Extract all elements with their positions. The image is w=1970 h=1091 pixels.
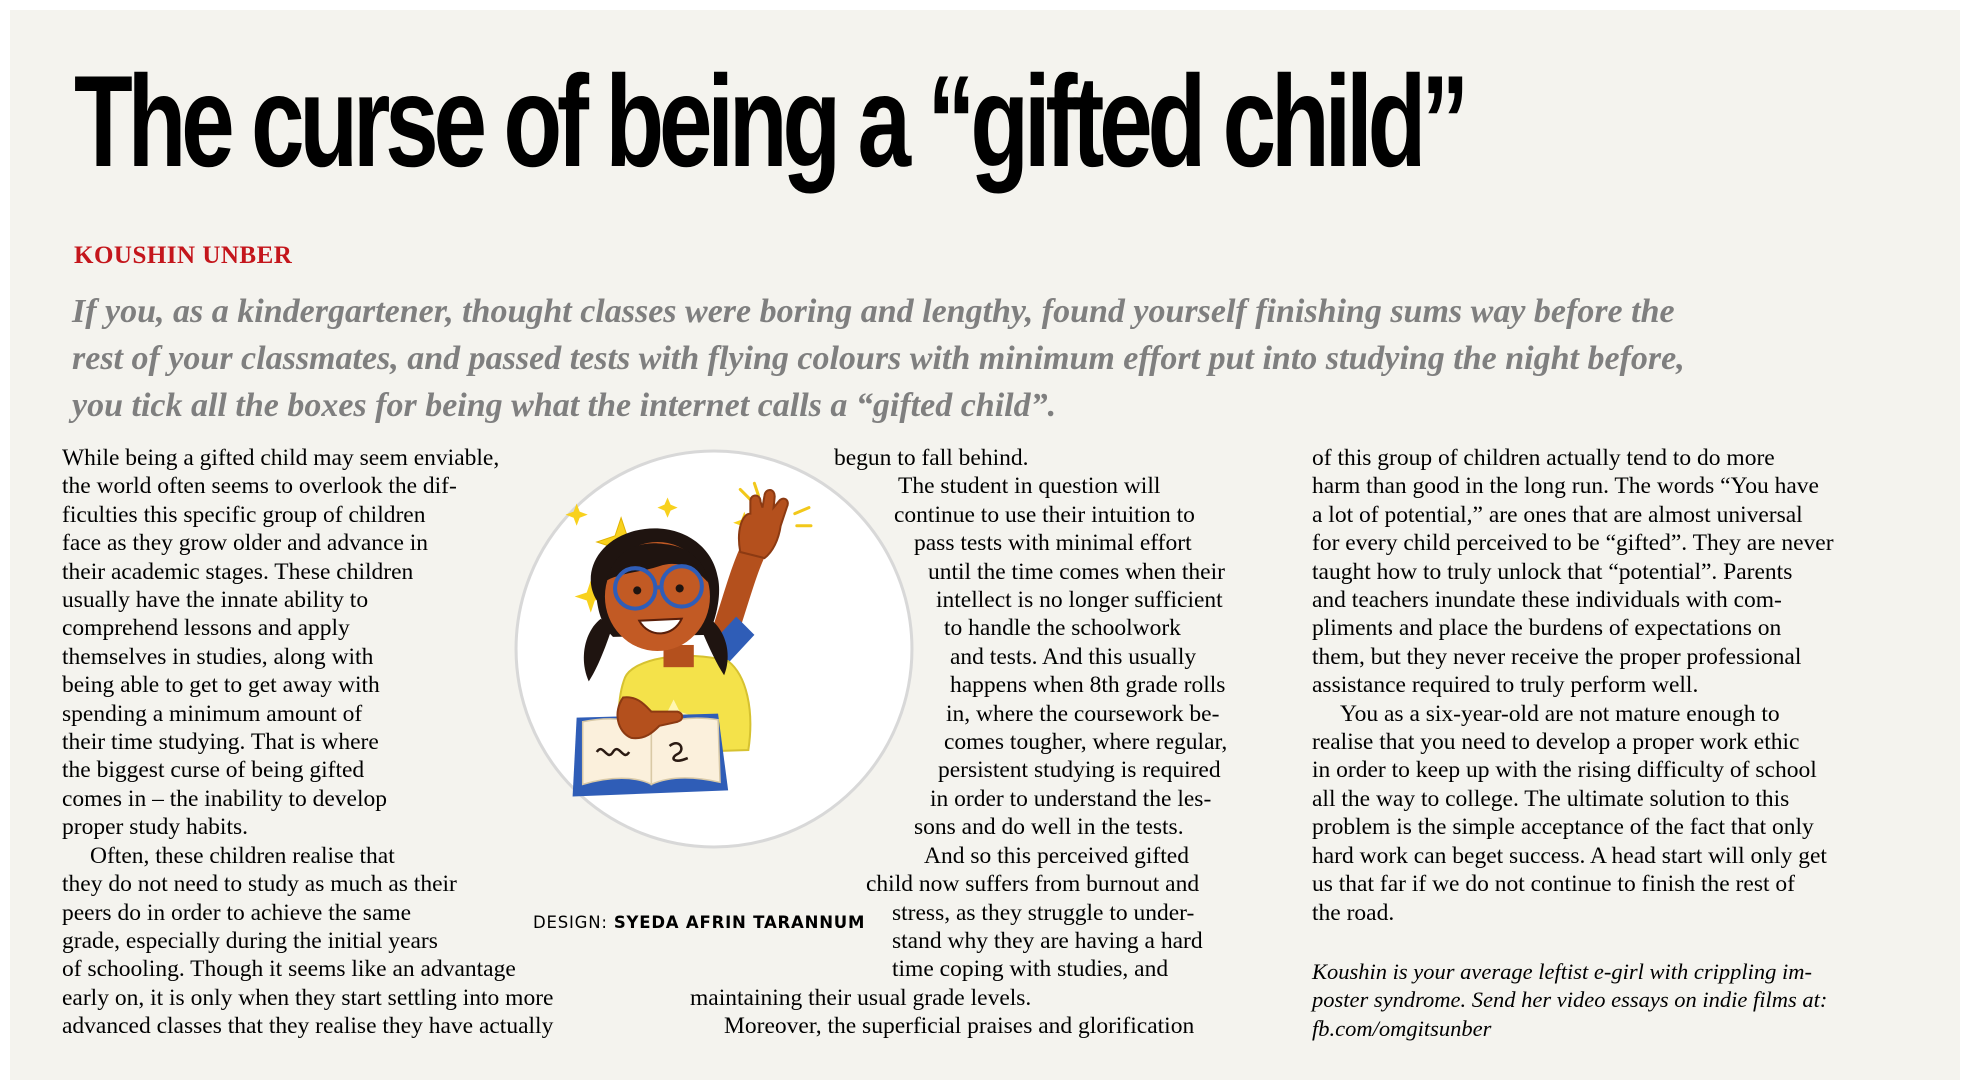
column1-line: proper study habits. [62, 814, 249, 841]
column2-line: sons and do well in the tests. [914, 814, 1184, 841]
column1-line: they do not need to study as much as their [62, 871, 457, 898]
column3-line: for every child perceived to be “gifted”. They are never [1312, 530, 1834, 557]
column2-line: The student in question will [898, 473, 1161, 500]
author-note [1312, 958, 1827, 1043]
column1-line: comes in – the inability to develop [62, 785, 388, 812]
column1-line: Often, these children realise that [90, 842, 395, 869]
column1-line: comprehend lessons and apply [62, 615, 350, 642]
column2-line: Moreover, the superficial praises and glorification [724, 1013, 1195, 1040]
column2-line: child now suffers from burnout and [866, 871, 1200, 898]
column3-line: hard work can beget success. A head start will only get [1312, 842, 1827, 869]
column1-line: their academic stages. These children [62, 558, 414, 585]
column2-line: And so this perceived gifted [924, 842, 1189, 869]
column2-line: begun to fall behind. [834, 445, 1029, 471]
column3-line: the road. [1312, 899, 1395, 926]
column2-line: comes tougher, where regular, [944, 729, 1228, 756]
column2-line: pass tests with minimal effort [914, 530, 1192, 557]
byline: KOUSHIN UNBER [74, 242, 293, 269]
body-column-1 [62, 444, 553, 1041]
author-note-line: Koushin is your average leftist e-girl with crippling im- [1312, 959, 1812, 984]
column2-line: to handle the schoolwork [944, 615, 1181, 642]
column1-line: the biggest curse of being gifted [62, 757, 365, 784]
headline: The curse of being a “gifted child” [74, 48, 1465, 194]
column1-line: the world often seems to overlook the dif- [62, 473, 457, 500]
eye-left [633, 586, 641, 594]
column2-line: in, where the coursework be- [946, 700, 1220, 727]
column3-line: a lot of potential,” are ones that are almost universal [1312, 501, 1803, 528]
column1-line: spending a minimum amount of [62, 700, 363, 727]
column3-line: in order to keep up with the rising difficulty of school [1312, 757, 1817, 784]
standfirst-line: rest of your classmates, and passed tests with flying colours with minimum effort put into studying the night before, [72, 340, 1685, 377]
column3-line: realise that you need to develop a proper work ethic [1312, 729, 1800, 756]
eye-right [676, 584, 684, 592]
gifted-child-illustration [512, 447, 916, 851]
credit-name: SYEDA AFRIN TARANNUM [613, 913, 866, 932]
credit-label: DESIGN: [533, 913, 608, 932]
column3-line: of this group of children actually tend to do more [1312, 445, 1775, 471]
column1-line: their time studying. That is where [62, 729, 379, 756]
column3-line: pliments and place the burdens of expectations on [1312, 615, 1782, 642]
column3-line: them, but they never receive the proper professional [1312, 643, 1802, 670]
column2-line: until the time comes when their [928, 558, 1225, 585]
column1-line: advanced classes that they realise they have actually [62, 1013, 554, 1040]
column1-line: early on, it is only when they start settling into more [62, 984, 554, 1011]
column2-line: in order to understand the les- [930, 785, 1212, 812]
column2-line: stand why they are having a hard [892, 927, 1203, 954]
column1-line: grade, especially during the initial years [62, 927, 438, 954]
standfirst [72, 288, 1902, 429]
column1-line: face as they grow older and advance in [62, 530, 429, 557]
column2-line: persistent studying is required [938, 757, 1221, 784]
illustration-credit [533, 913, 865, 932]
author-note-line: poster syndrome. Send her video essays on indie films at: [1312, 987, 1828, 1013]
column2-line: maintaining their usual grade levels. [690, 984, 1032, 1011]
column3-line: and teachers inundate these individuals with com- [1312, 587, 1782, 614]
column2-line: and tests. And this usually [950, 643, 1197, 670]
column2-line: continue to use their intuition to [894, 501, 1195, 528]
standfirst-line: If you, as a kindergartener, thought classes were boring and lengthy, found yourself finishing sums way before the [72, 293, 1675, 330]
column1-line: of schooling. Though it seems like an advantage [62, 956, 516, 983]
column3-line: all the way to college. The ultimate solution to this [1312, 785, 1790, 812]
column2-line: happens when 8th grade rolls [950, 672, 1226, 699]
column3-line: problem is the simple acceptance of the fact that only [1312, 814, 1814, 841]
column2-line: time coping with studies, and [892, 956, 1169, 983]
standfirst-line: you tick all the boxes for being what the internet calls a “gifted child”. [72, 387, 1057, 424]
author-note-line: fb.com/omgitsunber [1312, 1015, 1492, 1041]
column3-line: harm than good in the long run. The words “You have [1312, 473, 1819, 500]
column1-line: ficulties this specific group of children [62, 501, 426, 528]
column3-line: You as a six-year-old are not mature enough to [1340, 700, 1780, 727]
column2-line: intellect is no longer sufficient [936, 587, 1223, 614]
column1-line: being able to get to get away with [62, 672, 380, 699]
body-column-3 [1312, 444, 1834, 927]
column1-line: usually have the innate ability to [62, 587, 369, 614]
column2-line: stress, as they struggle to under- [892, 899, 1195, 926]
book-page-right [651, 718, 720, 784]
column1-line: themselves in studies, along with [62, 643, 374, 670]
column3-line: taught how to truly unlock that “potential”. Parents [1312, 558, 1793, 585]
column1-line: While being a gifted child may seem enviable, [62, 445, 500, 471]
column3-line: us that far if we do not continue to finish the rest of [1312, 871, 1795, 898]
column3-line: assistance required to truly perform well. [1312, 672, 1699, 699]
column1-line: peers do in order to achieve the same [62, 899, 412, 926]
